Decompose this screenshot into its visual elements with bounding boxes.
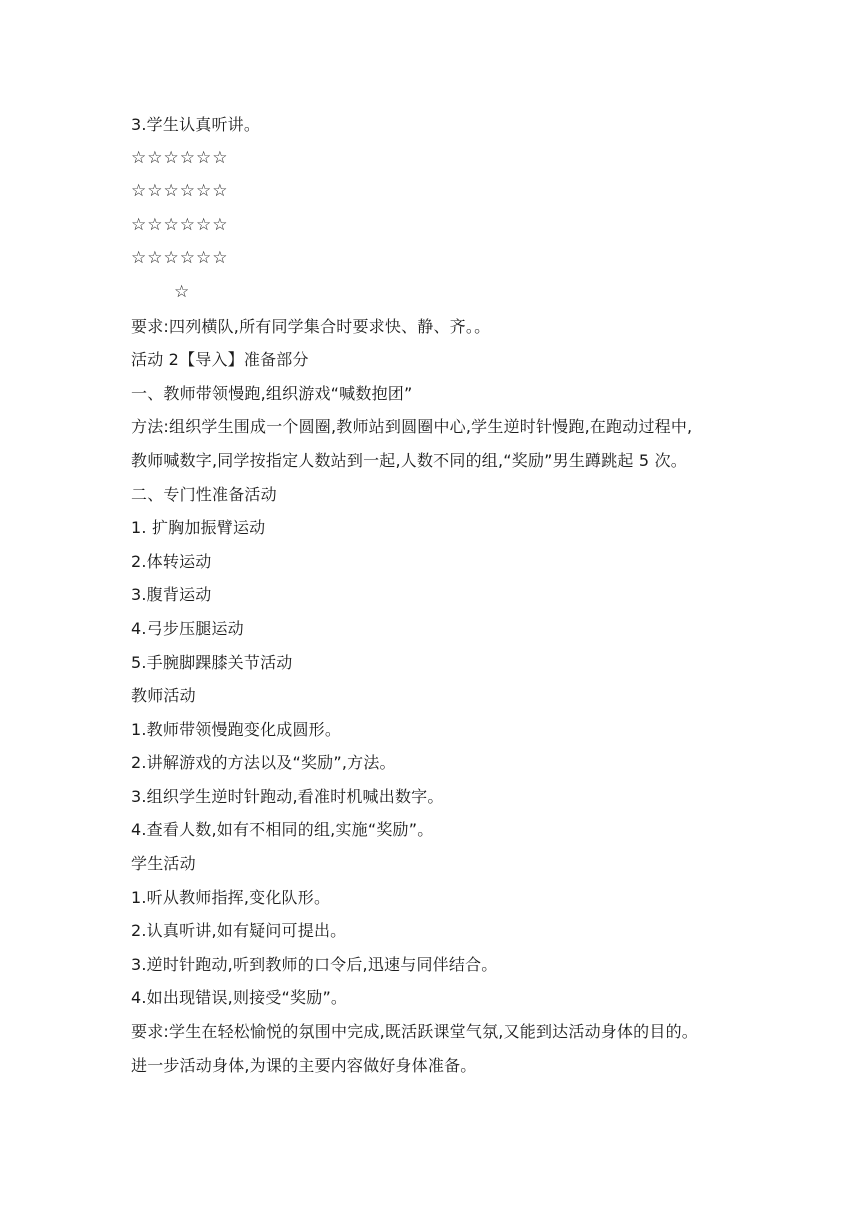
formation-row-2: ☆☆☆☆☆☆ [131,181,229,202]
list-item: 2.讲解游戏的方法以及“奖励”,方法。 [131,753,396,773]
text-line: 教师喊数字,同学按指定人数站到一起,人数不同的组,“奖励”男生蹲跳起 5 次。 [131,450,687,470]
text-line: 方法:组织学生围成一个圆圈,教师站到圆圈中心,学生逆时针慢跑,在跑动过程中, [131,417,693,437]
subheading-student-activity: 学生活动 [131,854,196,874]
teacher-position-star: ☆ [174,281,191,302]
list-item: 2.认真听讲,如有疑问可提出。 [131,921,347,941]
list-item: 4.查看人数,如有不相同的组,实施“奖励”。 [131,820,434,840]
list-item: 2.体转运动 [131,551,212,571]
section-heading: 活动 2【导入】准备部分 [131,350,309,370]
text-line: 3.学生认真听讲。 [131,115,261,134]
document-page [131,108,741,1082]
list-item: 5.手腕脚踝膝关节活动 [131,652,293,672]
list-item: 1. 扩胸加振臂运动 [131,518,266,538]
formation-row-1: ☆☆☆☆☆☆ [131,147,229,168]
text-line: 二、专门性准备活动 [131,484,277,504]
subheading-teacher-activity: 教师活动 [131,686,196,706]
text-line: 要求:四列横队,所有同学集合时要求快、静、齐。。 [131,316,491,336]
list-item: 4.如出现错误,则接受“奖励”。 [131,988,348,1008]
list-item: 3.逆时针跑动,听到教师的口令后,迅速与同伴结合。 [131,954,498,974]
list-item: 1.听从教师指挥,变化队形。 [131,887,331,907]
formation-row-4: ☆☆☆☆☆☆ [131,248,229,269]
list-item: 1.教师带领慢跑变化成圆形。 [131,719,342,739]
text-line: 进一步活动身体,为课的主要内容做好身体准备。 [131,1055,477,1075]
text-line: 要求:学生在轻松愉悦的氛围中完成,既活跃课堂气氛,又能到达活动身体的目的。 [131,1022,698,1042]
list-item: 3.腹背运动 [131,585,212,605]
list-item: 4.弓步压腿运动 [131,618,244,638]
text-line: 一、教师带领慢跑,组织游戏“喊数抱团” [131,383,413,403]
list-item: 3.组织学生逆时针跑动,看准时机喊出数字。 [131,786,444,806]
formation-row-3: ☆☆☆☆☆☆ [131,214,229,235]
